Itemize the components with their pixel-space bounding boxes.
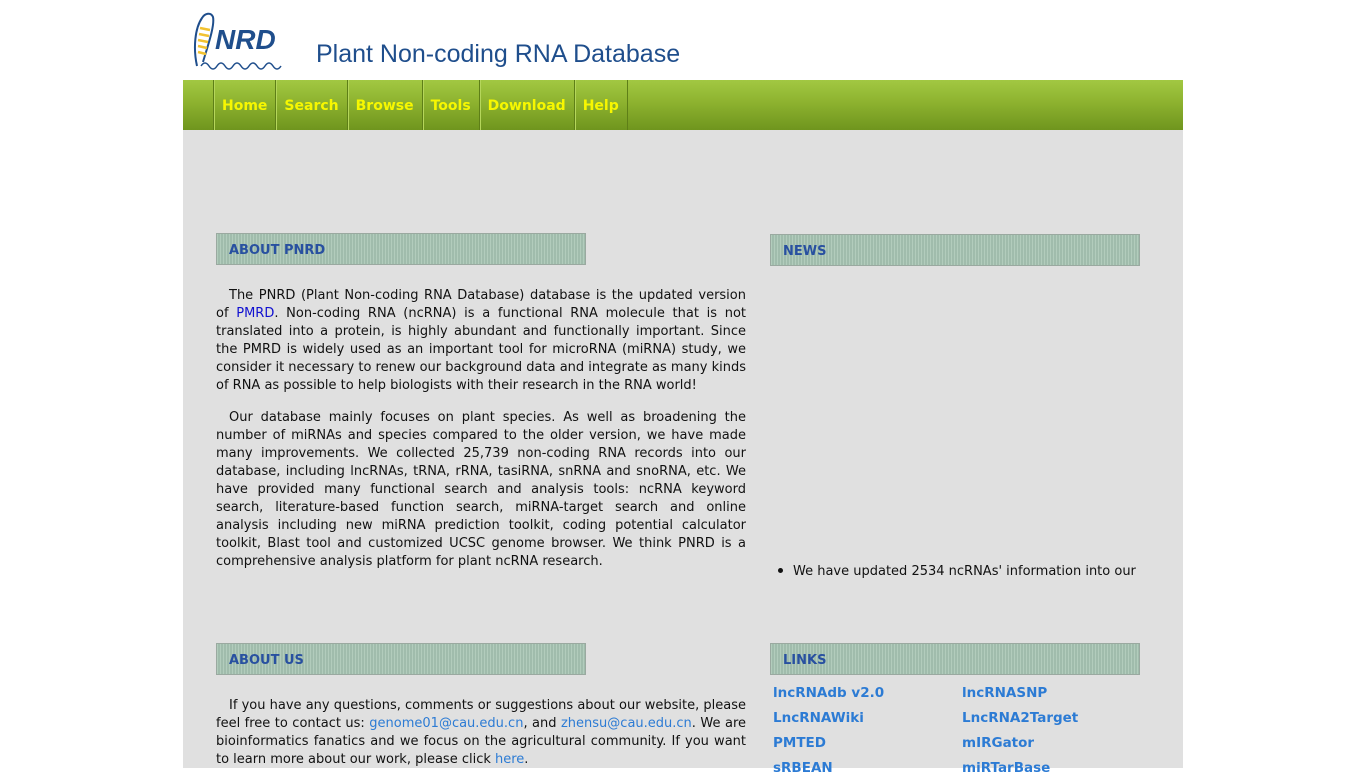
about-pnrd-paragraph-2: Our database mainly focuses on plant species. As well as broadening the number of miRNAs and species compared to the older version, we have made many improvements. We collected 25,739 non-coding RNA records into our database, including lncRNAs, tRNA, rRNA, tasiRNA, snRNA and snoRNA, etc. We have provided many functional search and analysis tools: ncRNA keyword search, literature-based function search, miRNA-target search and online analysis including new miRNA prediction toolkit, coding potential calculator toolkit, Blast tool and customized UCSC genome browser. We think PNRD is a comprehensive analysis platform for plant ncRNA research. xyxy=(216,410,746,569)
about-pnrd-p1-start: The PNRD (Plant Non-coding RNA Database) database is the updated version of xyxy=(216,288,746,321)
link-mirtarbase[interactable]: miRTarBase xyxy=(962,760,1051,776)
site-title: Plant Non-coding RNA Database xyxy=(316,40,681,68)
nav-tools[interactable]: Tools xyxy=(422,80,479,130)
about-us-t3: . We are bioinformatics fanatics and we focus on the agricultural community. If you want to learn more about our work, please click xyxy=(216,716,746,767)
nav-search[interactable]: Search xyxy=(275,80,346,130)
news-item-text: We have updated 2534 ncRNAs' information into our xyxy=(793,564,1136,579)
link-lncrnawiki[interactable]: LncRNAWiki xyxy=(773,710,864,726)
logo-text: NRD xyxy=(215,24,276,55)
pmrd-link[interactable]: PMRD xyxy=(236,306,275,321)
link-pmted[interactable]: PMTED xyxy=(773,735,826,751)
links-header xyxy=(770,643,1140,675)
about-us-header xyxy=(216,643,586,675)
about-us-paragraph xyxy=(216,697,746,769)
email-link-1[interactable]: genome01@cau.edu.cn xyxy=(369,716,524,731)
nav-browse[interactable]: Browse xyxy=(347,80,422,130)
about-pnrd-p1-end: . Non-coding RNA (ncRNA) is a functional RNA molecule that is not translated into a protein, is highly abundant and functionally important. Since the PMRD is widely used as an important tool for microRNA (miRNA) study, we consider it necessary to renew our background data and integrate as many kinds of RNA as possible to help biologists with their research in the RNA world! xyxy=(216,306,747,393)
site-logo[interactable] xyxy=(193,8,285,72)
about-pnrd-paragraph-1 xyxy=(216,287,746,395)
about-us-t4: . xyxy=(524,752,529,767)
link-lncrnasnp[interactable]: lncRNASNP xyxy=(962,685,1048,701)
news-header xyxy=(770,234,1140,266)
nav-download[interactable]: Download xyxy=(479,80,574,130)
link-lncrna2target[interactable]: LncRNA2Target xyxy=(962,710,1079,726)
page-container xyxy=(183,0,1183,776)
email-link-2[interactable]: zhensu@cau.edu.cn xyxy=(560,716,692,731)
news-heading: NEWS xyxy=(783,244,827,259)
about-us-heading: ABOUT US xyxy=(229,653,304,668)
nav-list xyxy=(213,80,628,130)
main-nav xyxy=(183,80,1183,130)
nav-help[interactable]: Help xyxy=(574,80,628,130)
here-link[interactable]: here xyxy=(495,752,525,767)
about-us-text xyxy=(216,697,746,783)
about-us-t1: If you have any questions, comments or suggestions about our website, please feel free to contact us: xyxy=(216,698,746,731)
link-lncrnadb[interactable]: lncRNAdb v2.0 xyxy=(773,685,885,701)
link-srbean[interactable]: sRBEAN xyxy=(773,760,833,776)
about-pnrd-text xyxy=(216,287,746,585)
about-pnrd-header xyxy=(216,233,586,265)
news-item xyxy=(773,564,1136,579)
main-content xyxy=(183,130,1183,776)
site-header xyxy=(183,0,1183,80)
nav-home[interactable]: Home xyxy=(213,80,275,130)
bullet-icon xyxy=(778,568,783,573)
links-heading: LINKS xyxy=(783,653,827,668)
about-us-t2: , and xyxy=(523,716,561,731)
link-mirgator[interactable]: mIRGator xyxy=(962,735,1035,751)
about-pnrd-heading: ABOUT PNRD xyxy=(229,243,326,258)
